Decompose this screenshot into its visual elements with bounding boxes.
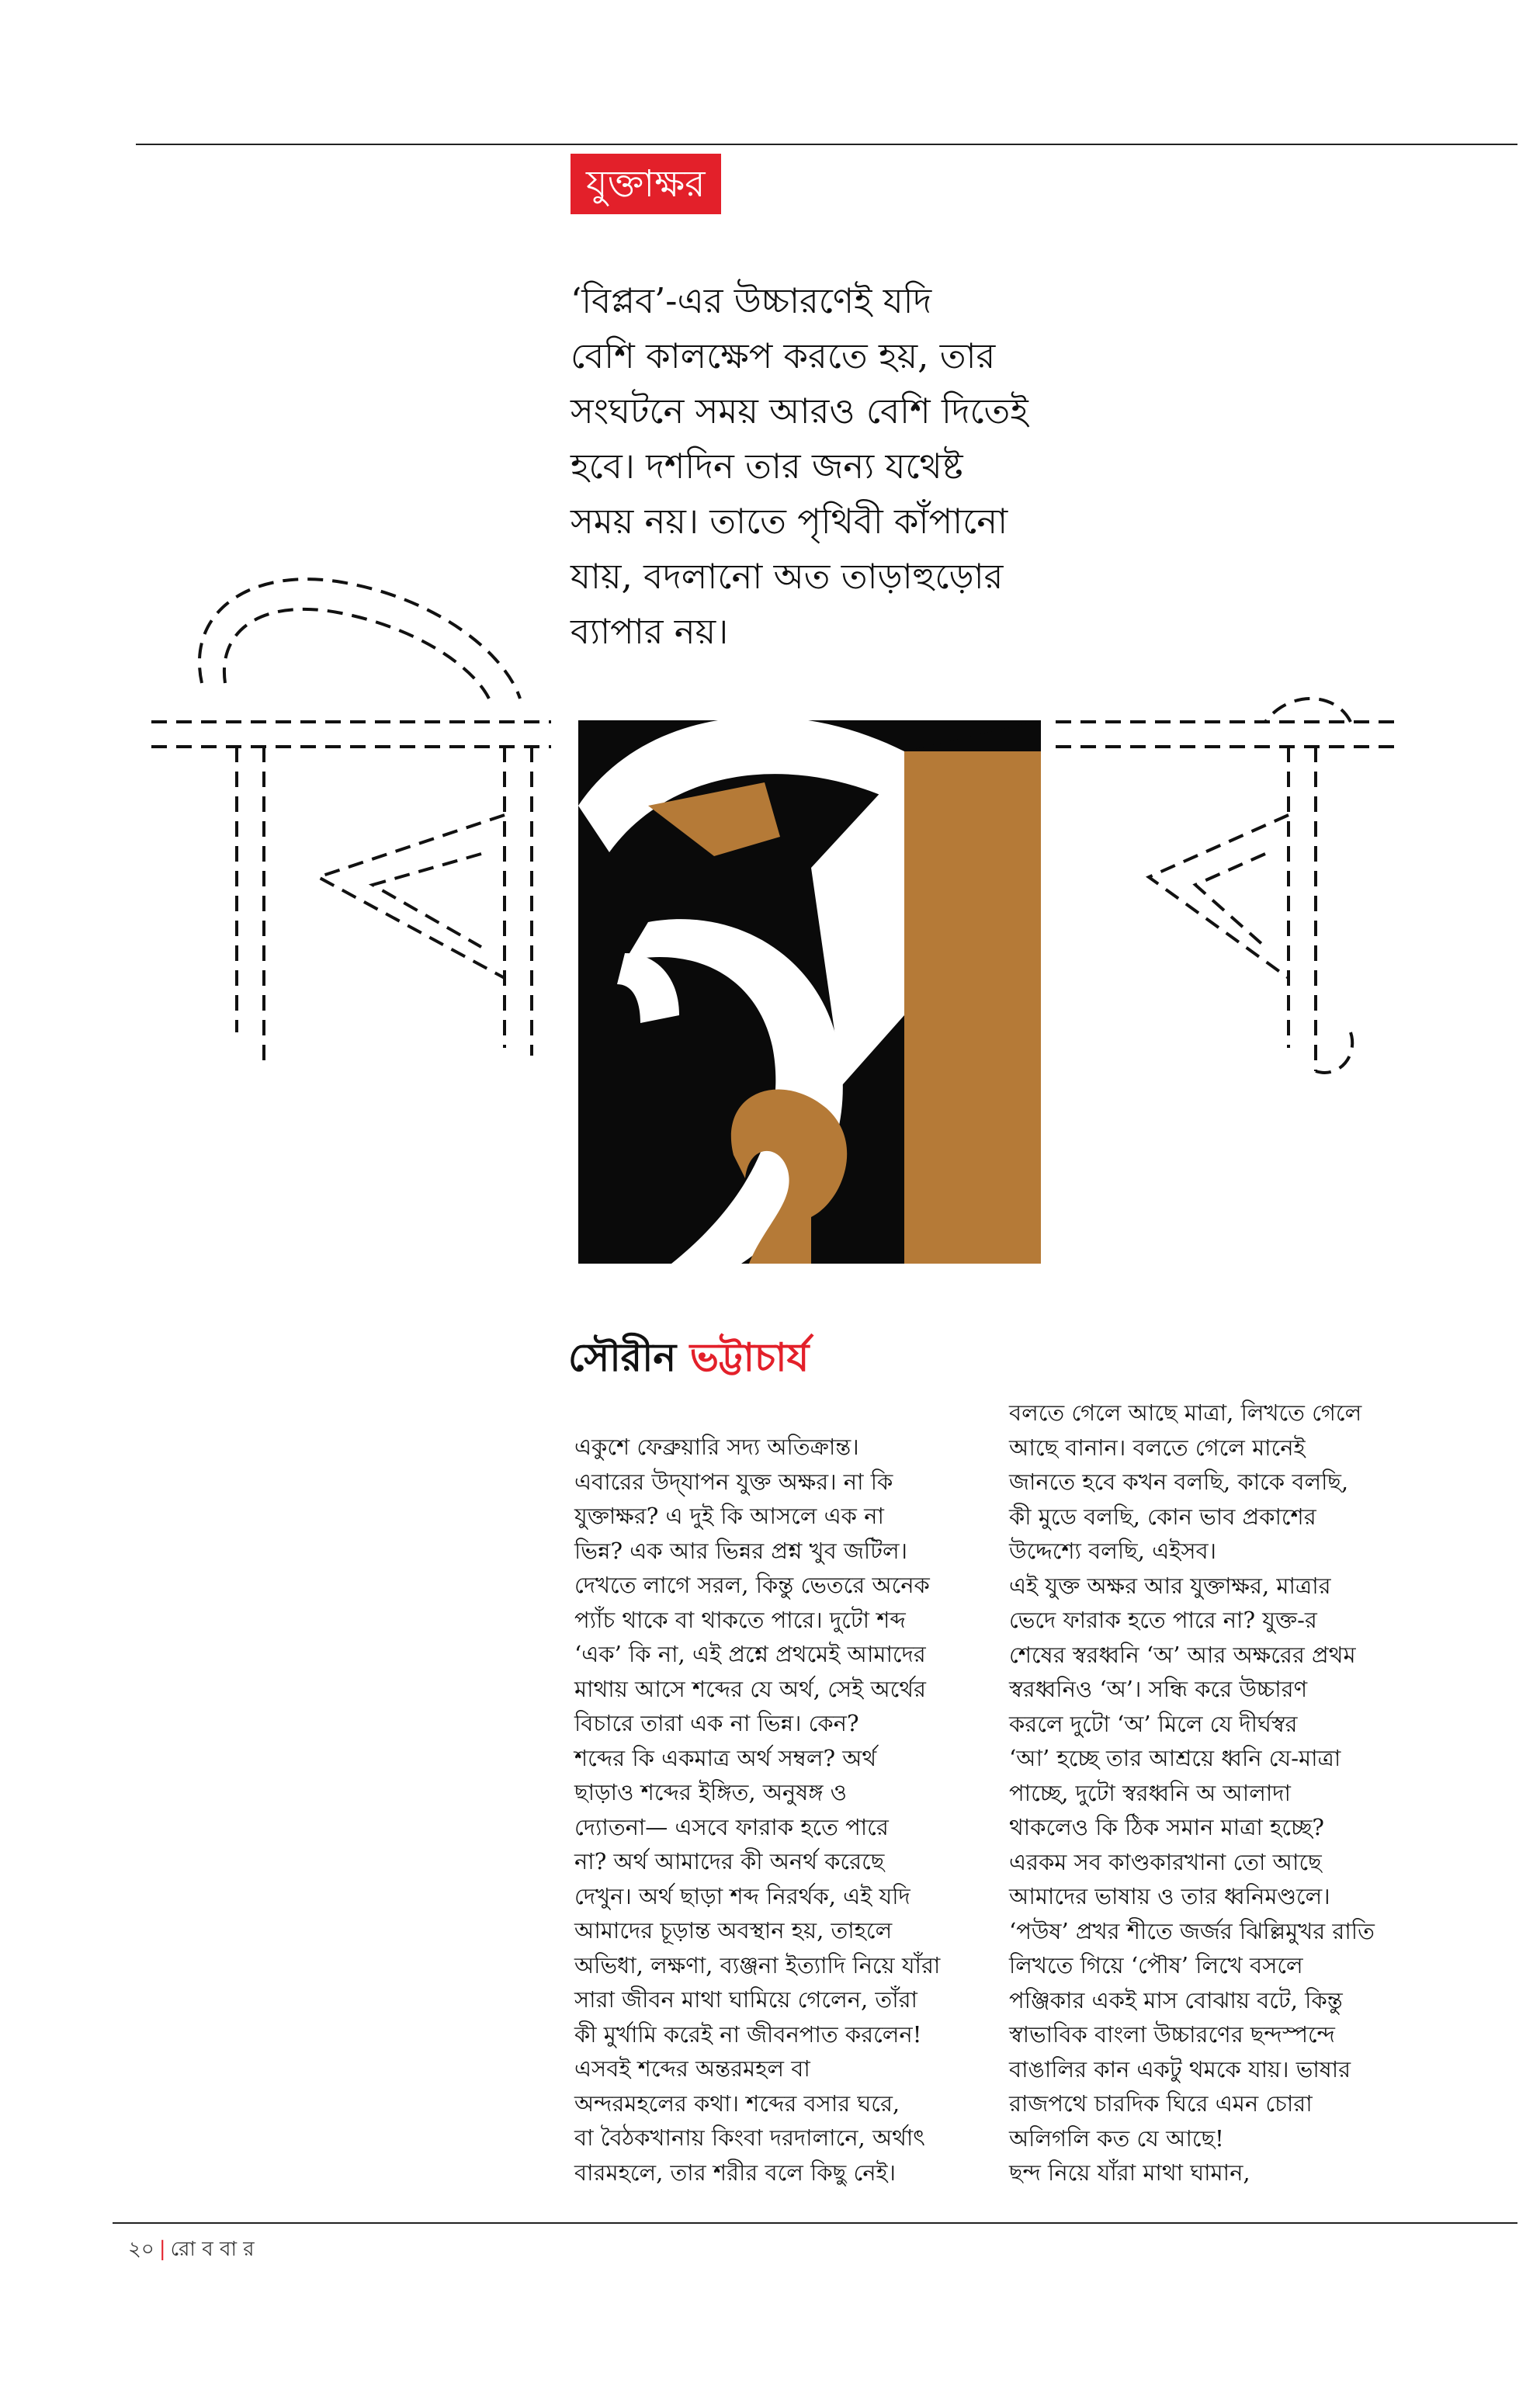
body-line: প্যাঁচ থাকে বা থাকতে পারে। দুটো শব্দ	[574, 1606, 906, 1633]
body-line: ভিন্ন? এক আর ভিন্নর প্রশ্ন খুব জটিল।	[574, 1537, 907, 1564]
body-line: থাকলেও কি ঠিক সমান মাত্রা হচ্ছে?	[1009, 1814, 1324, 1840]
body-line: ছন্দ নিয়ে যাঁরা মাথা ঘামান,	[1009, 2159, 1250, 2186]
body-line: ভেদে ফারাক হতে পারে না? যুক্ত-র	[1009, 1607, 1317, 1633]
conjunct-art-block	[578, 720, 1041, 1264]
body-line: স্বাভাবিক বাংলা উচ্চারণের ছন্দস্পন্দে	[1009, 2021, 1335, 2048]
magazine-name: রো ব বা র	[170, 2238, 255, 2261]
body-line: এসবই শব্দের অন্তরমহল বা	[574, 2055, 810, 2082]
dashed-right-b-diagonal	[1149, 815, 1289, 978]
body-line: দেখতে লাগে সরল, কিন্তু ভেতরে অনেক	[574, 1572, 930, 1598]
byline-first-name: সৌরীন	[568, 1334, 677, 1380]
pull-quote-line: বেশি কালক্ষেপ করতে হয়, তার	[571, 335, 996, 376]
body-line: স্বরধ্বনিও ‘অ’। সন্ধি করে উচ্চারণ	[1009, 1676, 1308, 1702]
body-line: এবারের উদ্‌যাপন যুক্ত অক্ষর। না কি	[574, 1468, 893, 1495]
body-line: অভিধা, লক্ষণা, ব্যঞ্জনা ইত্যাদি নিয়ে যাঁরা	[574, 1951, 941, 1979]
body-line: আমাদের চূড়ান্ত অবস্থান হয়, তাহলে	[574, 1917, 893, 1944]
body-line: বিচারে তারা এক না ভিন্ন। কেন?	[574, 1710, 859, 1736]
section-tag: যুক্তাক্ষর	[571, 154, 721, 214]
body-line: শেষের স্বরধ্বনি ‘অ’ আর অক্ষরের প্রথম	[1009, 1641, 1356, 1668]
body-column-left	[574, 1430, 1009, 2190]
bottom-rule	[113, 2222, 1517, 2224]
folio	[128, 2233, 255, 2267]
body-line: ‘পউষ’ প্রখর শীতে জর্জর ঝিল্লিমুখর রাতি	[1009, 1917, 1375, 1944]
dashed-left-b-body	[505, 747, 532, 1056]
dashed-right-stem	[1289, 747, 1316, 1071]
body-line: মাথায় আসে শব্দের যে অর্থ, সেই অর্থের	[574, 1675, 926, 1702]
body-line: বাঙালির কান একটু থমকে যায়। ভাষার	[1009, 2055, 1351, 2083]
body-line: লিখতে গিয়ে ‘পৌষ’ লিখে বসলে	[1009, 1952, 1303, 1979]
body-line: একুশে ফেব্রুয়ারি সদ্য অতিক্রান্ত।	[574, 1434, 859, 1460]
body-line: বলতে গেলে আছে মাত্রা, লিখতে গেলে	[1009, 1399, 1362, 1426]
pull-quote-line: হবে। দশদিন তার জন্য যথেষ্ট	[571, 446, 963, 487]
top-rule	[136, 144, 1517, 145]
body-line: অলিগলি কত যে আছে!	[1009, 2124, 1224, 2152]
body-line: আছে বানান। বলতে গেলে মানেই	[1009, 1434, 1306, 1461]
folio-separator: |	[158, 2238, 166, 2261]
pull-quote-line: ব্যাপার নয়।	[571, 611, 729, 652]
body-line: রাজপথে চারদিক ঘিরে এমন চোরা	[1009, 2090, 1313, 2117]
page-number: ২০	[128, 2238, 154, 2261]
dashed-right-matra	[1056, 722, 1397, 747]
body-line: শব্দের কি একমাত্র অর্থ সম্বল? অর্থ	[574, 1744, 877, 1771]
body-line: বা বৈঠকখানায় কিংবা দরদালানে, অর্থাৎ	[574, 2124, 925, 2151]
body-line: আমাদের ভাষায় ও তার ধ্বনিমণ্ডলে।	[1009, 1883, 1330, 1909]
body-line: দ্যোতনা— এসবে ফারাক হতে পারে	[574, 1813, 889, 1840]
body-column-right	[1009, 1396, 1444, 2190]
body-line: দেখুন। অর্থ ছাড়া শব্দ নিরর্থক, এই যদি	[574, 1882, 910, 1909]
body-line: উদ্দেশ্যে বলছি, এইসব।	[1009, 1538, 1217, 1564]
body-line: যুক্তাক্ষর? এ দুই কি আসলে এক না	[574, 1503, 884, 1529]
pull-quote-line: সময় নয়। তাতে পৃথিবী কাঁপানো	[571, 501, 1008, 542]
body-line: এই যুক্ত অক্ষর আর যুক্তাক্ষর, মাত্রার	[1009, 1572, 1331, 1599]
byline-last-name: ভট্টাচার্য	[689, 1334, 810, 1380]
dashed-right-hook	[1265, 699, 1351, 722]
body-line: অন্দরমহলের কথা। শব্দের বসার ঘরে,	[574, 2090, 900, 2117]
body-line: পঞ্জিকার একই মাস বোঝায় বটে, কিন্তু	[1009, 1986, 1343, 2013]
body-line: ছাড়াও শব্দের ইঙ্গিত, অনুষঙ্গ ও	[574, 1779, 848, 1805]
art-ochre-stem	[904, 751, 1041, 1264]
body-line: বারমহলে, তার শরীর বলে কিছু নেই।	[574, 2159, 896, 2186]
body-line: কী মুডে বলছি, কোন ভাব প্রকাশের	[1009, 1503, 1316, 1530]
body-line: না? অর্থ আমাদের কী অনর্থ করেছে	[574, 1848, 885, 1875]
body-line: ‘এক’ কি না, এই প্রশ্নে প্রথমেই আমাদের	[574, 1641, 926, 1667]
dashed-left-stem-outer	[237, 747, 264, 1063]
pull-quote-line: যায়, বদলানো অত তাড়াহুড়োর	[571, 556, 1004, 597]
dashed-i-kar-curl	[199, 579, 520, 699]
body-line: ‘আ’ হচ্ছে তার আশ্রয়ে ধ্বনি যে-মাত্রা	[1009, 1745, 1341, 1771]
body-line: কী মুর্খামি করেই না জীবনপাত করলেন!	[574, 2020, 922, 2048]
body-line: পাচ্ছে, দুটো স্বরধ্বনি অ আলাদা	[1009, 1779, 1291, 1806]
dashed-left-matra	[151, 722, 551, 747]
dashed-left-b-diagonal	[318, 815, 505, 978]
body-line: জানতে হবে কখন বলছি, কাকে বলছি,	[1009, 1469, 1349, 1495]
body-line: করলে দুটো ‘অ’ মিলে যে দীর্ঘস্বর	[1009, 1710, 1298, 1737]
body-line: সারা জীবন মাথা ঘামিয়ে গেলেন, তাঁরা	[574, 1986, 917, 2013]
dashed-right-tail	[1316, 1032, 1352, 1073]
pull-quote-line: সংঘটনে সময় আরও বেশি দিতেই	[571, 390, 1028, 432]
byline	[568, 1329, 809, 1393]
pull-quote-line: ‘বিপ্লব’-এর উচ্চারণেই যদি	[571, 280, 932, 321]
body-line: এরকম সব কাণ্ডকারখানা তো আছে	[1009, 1848, 1322, 1875]
